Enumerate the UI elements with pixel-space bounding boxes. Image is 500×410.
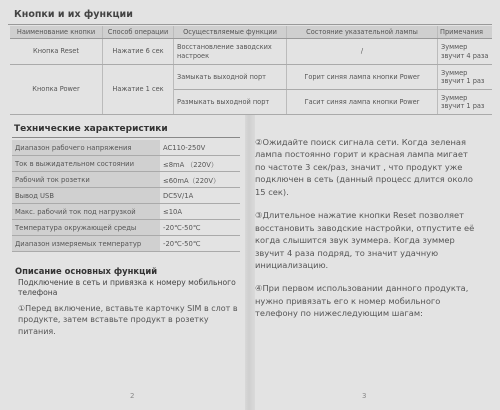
- spec-value: ≤10A: [160, 204, 240, 220]
- table-row: [12, 236, 240, 252]
- header-lamp-state: Состояние указательной лампы: [287, 26, 438, 39]
- spec-name: Рабочий ток розетки: [12, 172, 160, 188]
- header-notes: Примечания: [438, 26, 493, 39]
- step-2-text: ②Ожидайте поиск сигнала сети. Когда зеленая лампа постоянно горит и красная лампа мигает по частоте 3 сек/раз, значит , что продукт уже подключен в сеть (данный процесс длится около 15 сек).: [255, 137, 473, 197]
- table-row: [12, 172, 240, 188]
- right-column: [255, 136, 475, 331]
- table-row: [12, 188, 240, 204]
- page-fold: [245, 115, 255, 410]
- power-note-1: Зуммер звучит 1 раз: [438, 65, 493, 90]
- power-lamp-on: Горит синяя лампа кнопки Power: [287, 65, 438, 90]
- spec-value: AC110-250V: [160, 140, 240, 156]
- left-column: [12, 124, 240, 337]
- spec-value: ≤60mA（220V）: [160, 172, 240, 188]
- step-3-text: ③Длительное нажатие кнопки Reset позволяет восстановить заводские настройки, отпустите её когда слышится звук зуммера. Когда зуммер звучит 4 раза подряд, то значит удачную инициализацию.: [255, 210, 475, 270]
- spec-name: Диапазон рабочего напряжения: [12, 140, 160, 156]
- spec-value: DC5V/1A: [160, 188, 240, 204]
- specs-table: [12, 140, 240, 252]
- section-buttons-title: Кнопки и их функции: [14, 9, 133, 20]
- reset-lamp: /: [287, 39, 438, 65]
- power-lamp-off: Гасит синяя лампа кнопки Power: [287, 90, 438, 115]
- specs-title: Технические характеристики: [14, 124, 168, 134]
- step-4-text: ④При первом использовании данного продукта, нужно привязать его к номер мобильного телефону по нижеследующим шагам:: [255, 283, 469, 319]
- reset-note: Зуммер звучит 4 раза: [438, 39, 493, 65]
- spec-value: ≤8mA （220V）: [160, 156, 240, 172]
- spec-name: Вывод USB: [12, 188, 160, 204]
- table-row: [12, 204, 240, 220]
- step-1-text: ①Перед включение, вставьте карточку SIM в слот в продукте, затем вставьте продукт в розетку питания.: [18, 303, 238, 336]
- title-rule: [8, 24, 492, 25]
- functions-subtitle: Подключение в сеть и привязка к номеру мобильного телефона: [18, 278, 236, 298]
- reset-button-name: Кнопка Reset: [10, 39, 103, 65]
- functions-title: Описание основных функций: [15, 266, 158, 276]
- page-number-left: 2: [130, 392, 135, 400]
- header-functions: Осуществляемые функции: [174, 26, 287, 39]
- spec-value: -20℃-50℃: [160, 236, 240, 252]
- reset-operation: Нажатие 6 сек: [103, 39, 174, 65]
- power-button-name: Кнопка Power: [10, 65, 103, 115]
- table-row: [10, 39, 492, 65]
- table-row: [12, 220, 240, 236]
- table-row: [12, 156, 240, 172]
- reset-function: Восстановление заводских настроек: [174, 39, 287, 65]
- power-function-close: Замыкать выходной порт: [174, 65, 287, 90]
- table-header-row: [10, 26, 492, 39]
- header-button-name: Наименование кнопки: [10, 26, 103, 39]
- header-operation: Способ операции: [103, 26, 174, 39]
- power-note-2: Зуммер звучит 1 раз: [438, 90, 493, 115]
- power-function-open: Размыкать выходной порт: [174, 90, 287, 115]
- spec-value: -20℃-50℃: [160, 220, 240, 236]
- page-number-right: 3: [362, 392, 367, 400]
- spec-name: Макс. рабочий ток под нагрузкой: [12, 204, 160, 220]
- spec-name: Температура окружающей среды: [12, 220, 160, 236]
- buttons-table: [10, 26, 492, 115]
- table-row: [10, 65, 492, 90]
- table-row: [12, 140, 240, 156]
- spec-name: Диапазон измеряемых температур: [12, 236, 160, 252]
- power-operation: Нажатие 1 сек: [103, 65, 174, 115]
- spec-name: Ток в выжидательном состоянии: [12, 156, 160, 172]
- specs-rule: [12, 137, 240, 138]
